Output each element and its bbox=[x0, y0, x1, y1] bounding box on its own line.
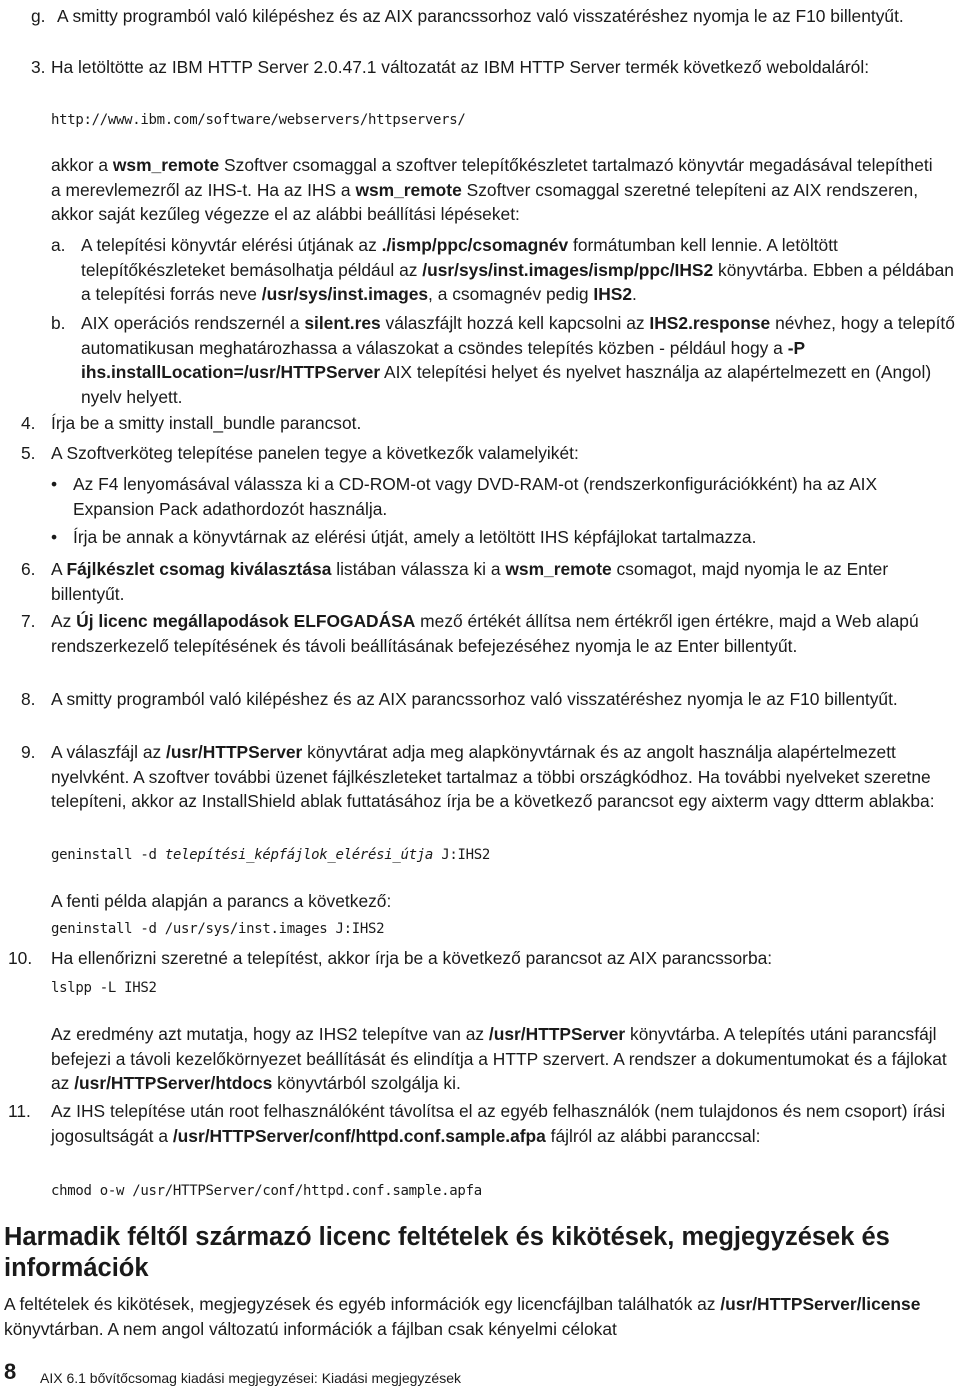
list-marker: g. bbox=[31, 6, 46, 26]
step-9-example-text: A fenti példa alapján a parancs a következő: bbox=[51, 891, 392, 911]
step-3-text: Ha letöltötte az IBM HTTP Server 2.0.47.1 változatát az IBM HTTP Server termék következő weboldaláról: bbox=[51, 57, 870, 77]
footer-title: AIX 6.1 bővítőcsomag kiadási megjegyzései: Kiadási megjegyzések bbox=[40, 1370, 461, 1386]
command-geninstall-template: geninstall -d telepítési_képfájlok_elérési_útja J:IHS2 bbox=[51, 847, 490, 863]
list-marker: 5. bbox=[21, 443, 36, 463]
list-marker: a. bbox=[51, 235, 66, 255]
step-5-bullet-1: Az F4 lenyomásával válassza ki a CD-ROM-ot vagy DVD-RAM-ot (rendszerkonfigurációkként) ha az AIX Expansion Pack adathordozót használja. bbox=[73, 474, 878, 519]
bullet-icon: • bbox=[51, 474, 58, 494]
list-marker: 8. bbox=[21, 689, 36, 709]
step-5-bullet-2: Írja be annak a könyvtárnak az elérési útját, amely a letöltött IHS képfájlokat tartalmazza. bbox=[73, 527, 757, 547]
command-chmod: chmod o-w /usr/HTTPServer/conf/httpd.conf.sample.apfa bbox=[51, 1183, 482, 1199]
section-paragraph: A feltételek és kikötések, megjegyzések és egyéb információk egy licencfájlban találhatók az /usr/HTTPServer/license könyvtárban. A nem angol változatú információk a fájlban csak kényelmi célokat bbox=[4, 1294, 921, 1339]
list-marker: 11. bbox=[8, 1101, 31, 1121]
step-8-text: A smitty programból való kilépéshez és az AIX parancssorhoz való visszatéréshez nyomja le az F10 billentyűt. bbox=[51, 689, 898, 709]
step-10-text: Ha ellenőrizni szeretné a telepítést, akkor írja be a következő parancsot az AIX parancssorba: bbox=[51, 948, 773, 968]
step-10-result-text: Az eredmény azt mutatja, hogy az IHS2 telepítve van az /usr/HTTPServer könyvtárba. A telepítés utáni parancsfájl befejezi a távoli kezelőkörnyezet beállítását és elindítja a HTTP szervert. A rendszer a dokumentumokat és a fájlokat az /usr/HTTPServer/htdocs könyvtárból szolgálja ki. bbox=[51, 1024, 947, 1094]
step-7-text: Az Új licenc megállapodások ELFOGADÁSA mező értékét állítsa nem értékről igen értékre, majd a Web alapú rendszerkezelő telepítésének és távoli beállításának befejezéséhez nyomja le az Enter billentyűt. bbox=[51, 611, 919, 656]
step-9-text: A válaszfájl az /usr/HTTPServer könyvtárat adja meg alapkönyvtárnak és az angolt használja alapértelmezett nyelvként. A szoftver további üzenet fájlkészleteket tartalmaz a többi országkódhoz. Ha további nyelveket szeretne telepíteni, akkor az InstallShield ablak futtatásához írja be a következő parancsot egy aixterm vagy dtterm ablakba: bbox=[51, 742, 935, 812]
step-3-paragraph: akkor a wsm_remote Szoftver csomaggal a szoftver telepítőkészletet tartalmazó könyvtár megadásával telepítheti a merevlemezről az IHS-t. Ha az IHS a wsm_remote Szoftver csomaggal szeretné telepíteni az AIX rendszeren, akkor saját kezűleg végezze el az alábbi beállítási lépéseket: bbox=[51, 155, 933, 225]
list-marker: 10. bbox=[8, 948, 33, 968]
list-marker: 9. bbox=[21, 742, 36, 762]
list-marker: b. bbox=[51, 313, 66, 333]
command-lslpp: lslpp -L IHS2 bbox=[51, 980, 157, 996]
step-3b-text: AIX operációs rendszernél a silent.res válaszfájlt hozzá kell kapcsolni az IHS2.response névhez, hogy a telepítő automatikusan meghatározhassa a válaszokat a csöndes telepítés közben - például hogy a -P ihs.installLocation=/usr/HTTPServer AIX telepítési helyet és nyelvet használja az alapértelmezett en (Angol) nyelv helyett. bbox=[81, 313, 955, 407]
list-marker: 4. bbox=[21, 413, 36, 433]
page-number: 8 bbox=[4, 1359, 17, 1384]
step-5-text: A Szoftverköteg telepítése panelen tegye a következők valamelyikét: bbox=[51, 443, 579, 463]
command-geninstall-example: geninstall -d /usr/sys/inst.images J:IHS2 bbox=[51, 921, 385, 937]
section-heading: Harmadik féltől származó licenc feltételek és kikötések, megjegyzések és információk bbox=[4, 1223, 890, 1282]
ibm-url: http://www.ibm.com/software/webservers/httpservers/ bbox=[51, 112, 466, 128]
list-marker: 3. bbox=[31, 57, 46, 77]
step-6-text: A Fájlkészlet csomag kiválasztása listában válassza ki a wsm_remote csomagot, majd nyomja le az Enter billentyűt. bbox=[51, 559, 889, 604]
step-3a-text: A telepítési könyvtár elérési útjának az ./ismp/ppc/csomagnév formátumban kell lennie. A letöltött telepítőkészleteket bemásolhatja például az /usr/sys/inst.images/ismp/ppc/IHS2 könyvtárba. Ebben a példában a telepítési forrás neve /usr/sys/inst.images, a csomagnév pedig IHS2. bbox=[81, 235, 954, 305]
step-4-text: Írja be a smitty install_bundle parancsot. bbox=[51, 413, 362, 433]
list-marker: 7. bbox=[21, 611, 36, 631]
step-g-text: A smitty programból való kilépéshez és az AIX parancssorhoz való visszatéréshez nyomja le az F10 billentyűt. bbox=[57, 6, 904, 26]
bullet-icon: • bbox=[51, 527, 58, 547]
list-marker: 6. bbox=[21, 559, 36, 579]
step-11-text: Az IHS telepítése után root felhasználóként távolítsa el az egyéb felhasználók (nem tulajdonos és nem csoport) írási jogosultságát a /usr/HTTPServer/conf/httpd.conf.sample.afpa fájlról az alábbi paranccsal: bbox=[51, 1101, 946, 1146]
